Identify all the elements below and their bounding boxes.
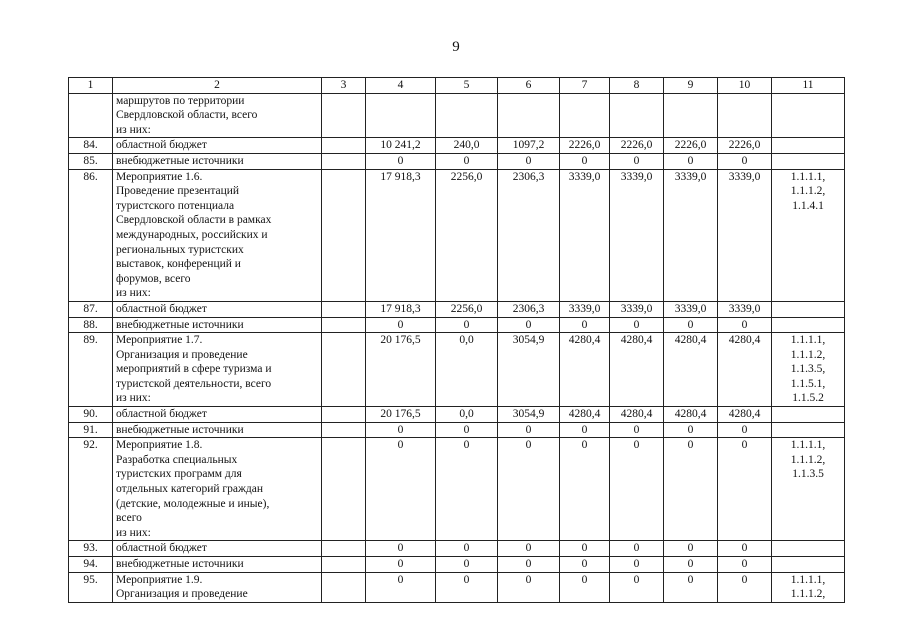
col-5: 0 [436, 541, 498, 557]
col-10: 4280,4 [718, 333, 772, 407]
col-6 [498, 93, 560, 138]
col-5: 0 [436, 317, 498, 333]
col-5: 0,0 [436, 333, 498, 407]
table-row [69, 169, 845, 301]
col-7: 0 [560, 422, 610, 438]
col-8: 3339,0 [610, 169, 664, 301]
col-4-total: 0 [366, 422, 436, 438]
col-9: 0 [664, 153, 718, 169]
table-row [69, 407, 845, 423]
col-10: 0 [718, 422, 772, 438]
col-10: 2226,0 [718, 138, 772, 154]
col-7: 4280,4 [560, 333, 610, 407]
col-6: 2306,3 [498, 301, 560, 317]
col-7: 0 [560, 572, 610, 602]
column-header-3: 3 [322, 78, 366, 94]
budget-table [68, 77, 845, 603]
col-9: 0 [664, 422, 718, 438]
col-7: 0 [560, 557, 610, 573]
col-4-total: 0 [366, 438, 436, 541]
col-11-targets [772, 422, 845, 438]
col-9: 0 [664, 572, 718, 602]
row-number: 94. [69, 557, 113, 573]
col-11-targets [772, 557, 845, 573]
col-9: 0 [664, 438, 718, 541]
col-9: 0 [664, 317, 718, 333]
col-9: 4280,4 [664, 407, 718, 423]
col-8: 0 [610, 541, 664, 557]
col-11-targets: 1.1.1.1, 1.1.1.2, 1.1.4.1 [772, 169, 845, 301]
col-9: 3339,0 [664, 169, 718, 301]
table-row [69, 422, 845, 438]
col-9: 3339,0 [664, 301, 718, 317]
col-7: 3339,0 [560, 301, 610, 317]
col-3 [322, 557, 366, 573]
row-number: 90. [69, 407, 113, 423]
col-11-targets: 1.1.1.1, 1.1.1.2, 1.1.3.5 [772, 438, 845, 541]
row-number: 95. [69, 572, 113, 602]
col-3 [322, 422, 366, 438]
column-header-10: 10 [718, 78, 772, 94]
col-6: 0 [498, 153, 560, 169]
table-body [69, 78, 845, 603]
col-8: 2226,0 [610, 138, 664, 154]
row-number: 92. [69, 438, 113, 541]
col-6: 0 [498, 572, 560, 602]
col-10 [718, 93, 772, 138]
table-row [69, 557, 845, 573]
col-3 [322, 333, 366, 407]
col-3 [322, 541, 366, 557]
row-name: внебюджетные источники [113, 422, 322, 438]
col-3 [322, 153, 366, 169]
col-4-total [366, 93, 436, 138]
table-row [69, 301, 845, 317]
col-9: 4280,4 [664, 333, 718, 407]
col-8: 0 [610, 317, 664, 333]
column-header-5: 5 [436, 78, 498, 94]
col-6: 3054,9 [498, 407, 560, 423]
col-5: 2256,0 [436, 301, 498, 317]
col-3 [322, 572, 366, 602]
header-row [69, 78, 845, 94]
col-9 [664, 93, 718, 138]
col-5: 0,0 [436, 407, 498, 423]
row-name: Мероприятие 1.9. Организация и проведение [113, 572, 322, 602]
row-number: 89. [69, 333, 113, 407]
column-header-7: 7 [560, 78, 610, 94]
col-10: 0 [718, 541, 772, 557]
column-header-9: 9 [664, 78, 718, 94]
table-row [69, 541, 845, 557]
col-6: 0 [498, 422, 560, 438]
col-7: 4280,4 [560, 407, 610, 423]
col-6: 0 [498, 438, 560, 541]
col-5: 0 [436, 557, 498, 573]
col-11-targets [772, 541, 845, 557]
table-row [69, 138, 845, 154]
row-name: областной бюджет [113, 541, 322, 557]
col-4-total: 10 241,2 [366, 138, 436, 154]
col-6: 0 [498, 541, 560, 557]
col-8: 0 [610, 438, 664, 541]
col-9: 0 [664, 557, 718, 573]
col-4-total: 17 918,3 [366, 169, 436, 301]
row-name: Мероприятие 1.6. Проведение презентаций туристского потенциала Свердловской области в рамках международных, российских и региональных туристских выставок, конференций и форумов, всего из них: [113, 169, 322, 301]
col-11-targets: 1.1.1.1, 1.1.1.2, [772, 572, 845, 602]
col-8: 0 [610, 422, 664, 438]
col-3 [322, 138, 366, 154]
column-header-8: 8 [610, 78, 664, 94]
col-3 [322, 407, 366, 423]
col-5: 0 [436, 422, 498, 438]
col-4-total: 0 [366, 541, 436, 557]
row-name: областной бюджет [113, 138, 322, 154]
row-name: внебюджетные источники [113, 317, 322, 333]
column-header-11: 11 [772, 78, 845, 94]
col-11-targets [772, 138, 845, 154]
col-8: 4280,4 [610, 407, 664, 423]
column-header-6: 6 [498, 78, 560, 94]
row-number: 87. [69, 301, 113, 317]
col-4-total: 0 [366, 153, 436, 169]
col-3 [322, 93, 366, 138]
col-3 [322, 317, 366, 333]
col-5: 0 [436, 438, 498, 541]
col-8: 0 [610, 153, 664, 169]
col-10: 0 [718, 438, 772, 541]
col-10: 0 [718, 153, 772, 169]
col-7: 2226,0 [560, 138, 610, 154]
table-row [69, 153, 845, 169]
row-number: 84. [69, 138, 113, 154]
col-7 [560, 93, 610, 138]
col-10: 0 [718, 572, 772, 602]
col-10: 3339,0 [718, 169, 772, 301]
col-4-total: 17 918,3 [366, 301, 436, 317]
col-7: 0 [560, 317, 610, 333]
col-9: 0 [664, 541, 718, 557]
col-11-targets [772, 407, 845, 423]
row-number [69, 93, 113, 138]
row-number: 93. [69, 541, 113, 557]
column-header-2: 2 [113, 78, 322, 94]
col-10: 4280,4 [718, 407, 772, 423]
row-name: областной бюджет [113, 407, 322, 423]
col-7: 0 [560, 153, 610, 169]
col-5: 0 [436, 572, 498, 602]
col-10: 0 [718, 557, 772, 573]
col-5: 240,0 [436, 138, 498, 154]
col-6: 0 [498, 557, 560, 573]
col-3 [322, 169, 366, 301]
col-4-total: 0 [366, 317, 436, 333]
col-4-total: 0 [366, 557, 436, 573]
table-row [69, 572, 845, 602]
row-number: 91. [69, 422, 113, 438]
col-5 [436, 93, 498, 138]
col-8: 0 [610, 557, 664, 573]
col-8: 0 [610, 572, 664, 602]
row-name: внебюджетные источники [113, 557, 322, 573]
col-10: 3339,0 [718, 301, 772, 317]
col-8 [610, 93, 664, 138]
row-name: Мероприятие 1.7. Организация и проведение мероприятий в сфере туризма и туристской деятельности, всего из них: [113, 333, 322, 407]
col-6: 2306,3 [498, 169, 560, 301]
col-8: 3339,0 [610, 301, 664, 317]
col-3 [322, 438, 366, 541]
col-11-targets [772, 317, 845, 333]
table-row [69, 333, 845, 407]
col-11-targets [772, 153, 845, 169]
col-7: 3339,0 [560, 169, 610, 301]
col-10: 0 [718, 317, 772, 333]
column-header-4: 4 [366, 78, 436, 94]
col-7: 0 [560, 438, 610, 541]
row-number: 88. [69, 317, 113, 333]
row-number: 85. [69, 153, 113, 169]
col-5: 2256,0 [436, 169, 498, 301]
table-row [69, 93, 845, 138]
row-name: областной бюджет [113, 301, 322, 317]
col-4-total: 0 [366, 572, 436, 602]
row-name: маршрутов по территории Свердловской области, всего из них: [113, 93, 322, 138]
col-9: 2226,0 [664, 138, 718, 154]
table-row [69, 438, 845, 541]
col-6: 1097,2 [498, 138, 560, 154]
col-4-total: 20 176,5 [366, 407, 436, 423]
col-6: 0 [498, 317, 560, 333]
col-11-targets [772, 93, 845, 138]
col-7: 0 [560, 541, 610, 557]
col-11-targets [772, 301, 845, 317]
table-row [69, 317, 845, 333]
page-number: 9 [452, 39, 460, 55]
row-name: Мероприятие 1.8. Разработка специальных туристских программ для отдельных категорий граждан (детские, молодежные и иные), всего из них: [113, 438, 322, 541]
col-3 [322, 301, 366, 317]
col-8: 4280,4 [610, 333, 664, 407]
col-6: 3054,9 [498, 333, 560, 407]
col-5: 0 [436, 153, 498, 169]
row-name: внебюджетные источники [113, 153, 322, 169]
column-header-1: 1 [69, 78, 113, 94]
row-number: 86. [69, 169, 113, 301]
col-11-targets: 1.1.1.1, 1.1.1.2, 1.1.3.5, 1.1.5.1, 1.1.5.2 [772, 333, 845, 407]
col-4-total: 20 176,5 [366, 333, 436, 407]
